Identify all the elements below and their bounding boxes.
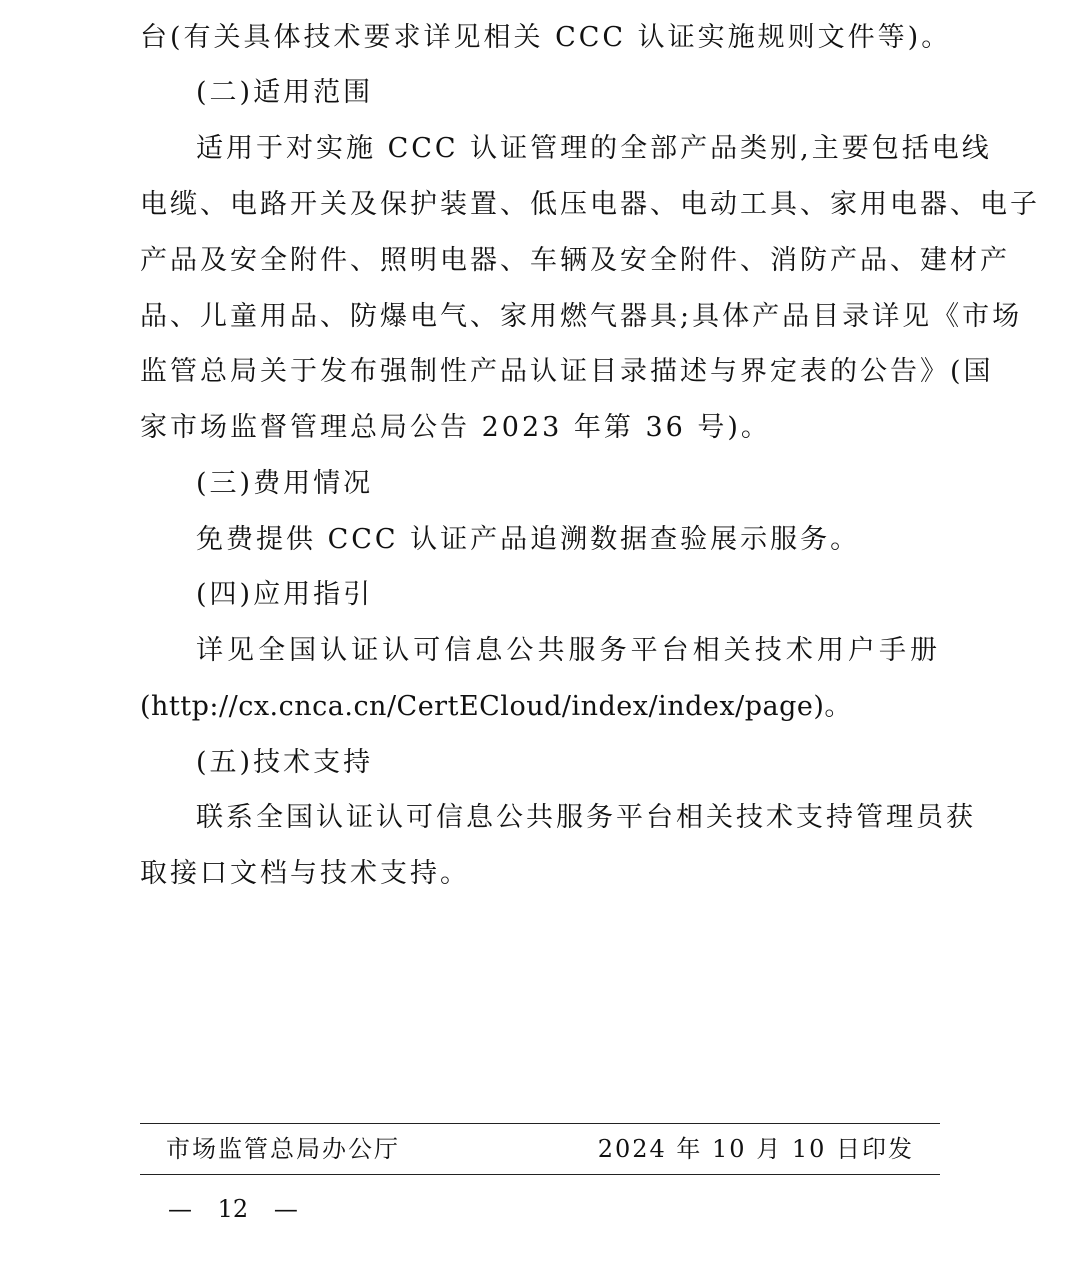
page-number-block (168, 1193, 298, 1225)
paragraph-line: 联系全国认证认可信息公共服务平台相关技术支持管理员获 (196, 802, 976, 833)
page-number: 12 (217, 1195, 249, 1223)
section-heading-fees: (三)费用情况 (196, 468, 374, 499)
footer-bottom-rule (140, 1174, 940, 1175)
page-dash-right: — (273, 1195, 298, 1223)
paragraph-line: 详见全国认证认可信息公共服务平台相关技术用户手册 (196, 635, 940, 666)
paragraph-line: 产品及安全附件、照明电器、车辆及安全附件、消防产品、建材产 (140, 245, 1010, 276)
paragraph-line: 台(有关具体技术要求详见相关 CCC 认证实施规则文件等)。 (140, 22, 952, 53)
page-dash-left: — (168, 1195, 192, 1223)
paragraph-line: 电缆、电路开关及保护装置、低压电器、电动工具、家用电器、电子 (140, 189, 1040, 220)
paragraph-line: 监管总局关于发布强制性产品认证目录描述与界定表的公告》(国 (140, 356, 994, 387)
issuing-office: 市场监管总局办公厅 (166, 1135, 400, 1163)
paragraph-line: 品、儿童用品、防爆电气、家用燃气器具;具体产品目录详见《市场 (140, 301, 1023, 332)
paragraph-line: 取接口文档与技术支持。 (140, 858, 470, 889)
section-heading-scope: (二)适用范围 (196, 77, 374, 108)
paragraph-line: 免费提供 CCC 认证产品追溯数据查验展示服务。 (196, 524, 861, 555)
section-heading-support: (五)技术支持 (196, 747, 374, 778)
section-heading-guide: (四)应用指引 (196, 579, 374, 610)
paragraph-line: 适用于对实施 CCC 认证管理的全部产品类别,主要包括电线 (196, 133, 992, 164)
issue-date: 2024 年 10 月 10 日印发 (597, 1135, 914, 1163)
paragraph-line: 家市场监督管理总局公告 2023 年第 36 号)。 (140, 412, 771, 443)
manual-url-line: (http://cx.cnca.cn/CertECloud/index/index/page)。 (140, 691, 852, 722)
footer-top-rule (140, 1123, 940, 1124)
